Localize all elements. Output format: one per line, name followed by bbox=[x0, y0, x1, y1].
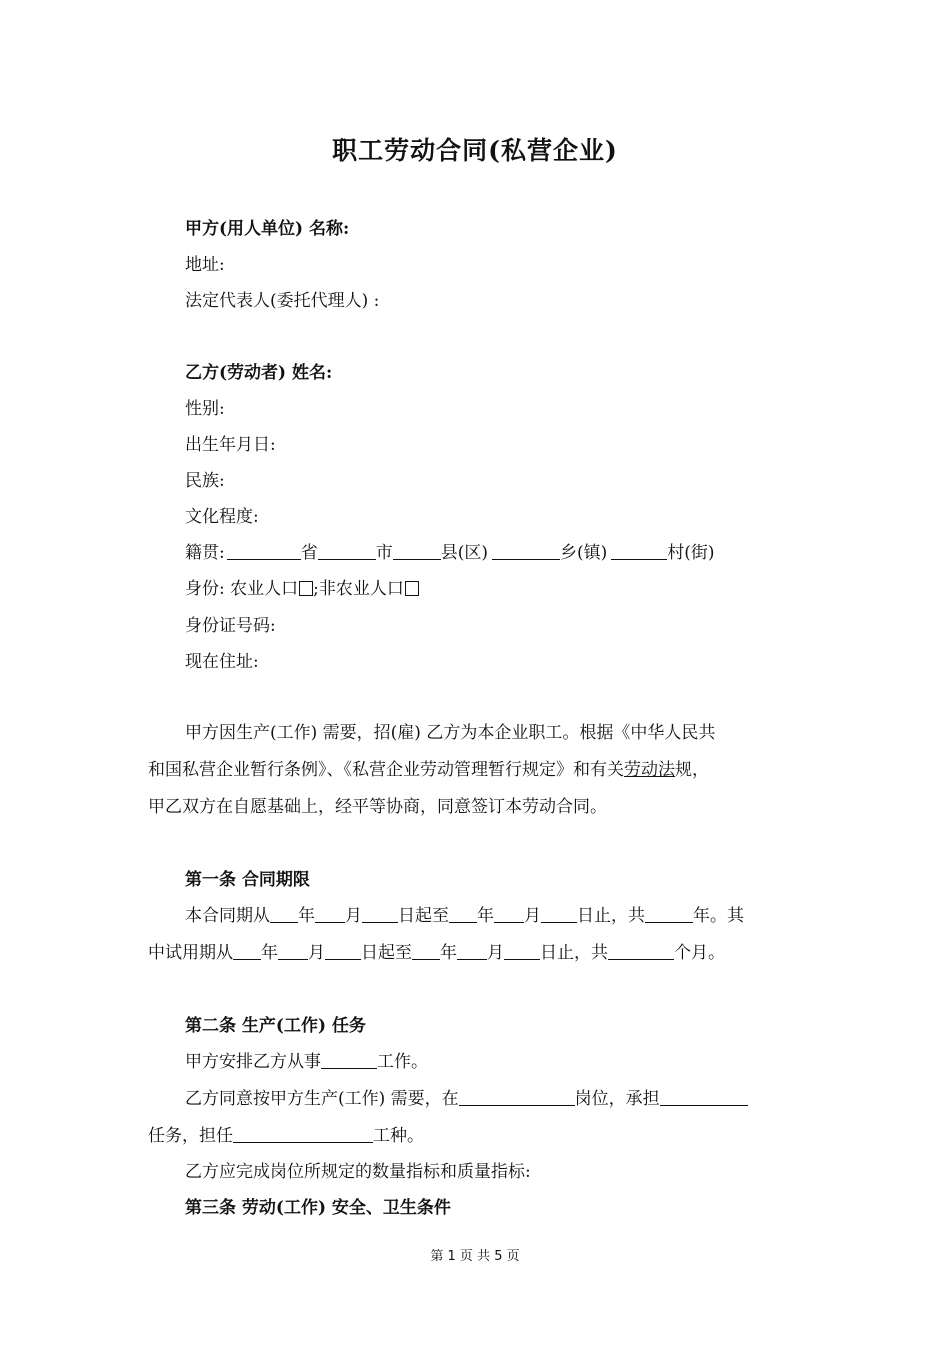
year-end-label: 年。其 bbox=[693, 906, 744, 926]
township-blank[interactable] bbox=[492, 543, 560, 560]
preamble-line-2 bbox=[148, 759, 808, 781]
year-label: 年 bbox=[477, 906, 494, 926]
month-label: 月 bbox=[524, 906, 541, 926]
article-1-line-1 bbox=[185, 905, 744, 927]
village-label: 村(街) bbox=[667, 543, 715, 563]
party-b-birth: 出生年月日: bbox=[185, 435, 276, 455]
party-b-current-address: 现在住址: bbox=[185, 652, 259, 672]
start-year-blank[interactable] bbox=[270, 906, 298, 923]
article-2-line-3 bbox=[148, 1125, 808, 1147]
month-label: 月 bbox=[487, 943, 504, 963]
preamble-line-1: 甲方因生产(工作) 需要，招(雇) 乙方为本企业职工。根据《中华人民共 bbox=[185, 723, 716, 743]
party-b-gender: 性别: bbox=[185, 399, 225, 419]
probation-start-year-blank[interactable] bbox=[233, 943, 261, 960]
probation-months-blank[interactable] bbox=[608, 943, 674, 960]
probation-end-year-blank[interactable] bbox=[412, 943, 440, 960]
article-2-line-2 bbox=[185, 1088, 748, 1110]
article-1-heading: 第一条 合同期限 bbox=[185, 870, 310, 890]
start-day-blank[interactable] bbox=[362, 906, 398, 923]
article-3-heading: 第三条 劳动(工作) 安全、卫生条件 bbox=[185, 1198, 451, 1218]
day-total-label: 日止，共 bbox=[540, 943, 608, 963]
day-to-label: 日起至 bbox=[398, 906, 449, 926]
identity-separator: ;非农业人口 bbox=[313, 579, 404, 599]
labor-law-link[interactable]: 劳动法 bbox=[624, 760, 675, 780]
township-label: 乡(镇) bbox=[560, 543, 608, 563]
party-b-id-number: 身份证号码: bbox=[185, 616, 276, 636]
day-to-label: 日起至 bbox=[361, 943, 412, 963]
end-day-blank[interactable] bbox=[541, 906, 577, 923]
month-label: 月 bbox=[345, 906, 362, 926]
month-label: 月 bbox=[308, 943, 325, 963]
village-blank[interactable] bbox=[611, 543, 667, 560]
article-2-line-1 bbox=[185, 1051, 428, 1073]
year-label: 年 bbox=[298, 906, 315, 926]
city-blank[interactable] bbox=[318, 543, 376, 560]
party-a-heading: 甲方(用人单位) 名称: bbox=[185, 219, 350, 239]
work-type-blank[interactable] bbox=[321, 1052, 377, 1069]
province-blank[interactable] bbox=[227, 543, 301, 560]
day-total-label: 日止，共 bbox=[577, 906, 645, 926]
end-year-blank[interactable] bbox=[449, 906, 477, 923]
party-a-address: 地址: bbox=[185, 255, 225, 275]
page-number: 第 1 页 共 5 页 bbox=[430, 1249, 520, 1264]
task-label: 任务，担任 bbox=[148, 1126, 233, 1146]
city-label: 市 bbox=[375, 543, 393, 563]
total-years-blank[interactable] bbox=[645, 906, 693, 923]
county-blank[interactable] bbox=[393, 543, 441, 560]
probation-start-month-blank[interactable] bbox=[278, 943, 308, 960]
undertake-blank[interactable] bbox=[660, 1089, 748, 1106]
article-1-line-2 bbox=[148, 942, 808, 964]
year-label: 年 bbox=[261, 943, 278, 963]
year-label: 年 bbox=[440, 943, 457, 963]
article-2-line-4: 乙方应完成岗位所规定的数量指标和质量指标: bbox=[185, 1162, 531, 1182]
probation-end-day-blank[interactable] bbox=[504, 943, 540, 960]
native-place-label: 籍贯: bbox=[185, 543, 225, 563]
agree-label: 乙方同意按甲方生产(工作) 需要，在 bbox=[185, 1089, 459, 1109]
start-month-blank[interactable] bbox=[315, 906, 345, 923]
preamble-line-2-end: 规， bbox=[675, 760, 709, 780]
article-2-heading: 第二条 生产(工作) 任务 bbox=[185, 1016, 366, 1036]
non-agricultural-checkbox[interactable] bbox=[405, 581, 419, 596]
job-type-blank[interactable] bbox=[233, 1126, 373, 1143]
party-b-education: 文化程度: bbox=[185, 507, 259, 527]
party-b-identity bbox=[185, 578, 419, 600]
assignment-label: 甲方安排乙方从事 bbox=[185, 1052, 321, 1072]
contract-from-label: 本合同期从 bbox=[185, 906, 270, 926]
party-a-representative: 法定代表人(委托代理人) : bbox=[185, 291, 380, 311]
probation-start-day-blank[interactable] bbox=[325, 943, 361, 960]
party-b-native-place bbox=[185, 542, 715, 564]
work-label: 工作。 bbox=[377, 1052, 428, 1072]
job-type-label: 工种。 bbox=[373, 1126, 424, 1146]
probation-end-month-blank[interactable] bbox=[457, 943, 487, 960]
county-label: 县(区) bbox=[440, 543, 488, 563]
preamble-line-3: 甲乙双方在自愿基础上，经平等协商，同意签订本劳动合同。 bbox=[148, 797, 607, 817]
preamble-line-2-start: 和国私营企业暂行条例》、《私营企业劳动管理暂行规定》和有关 bbox=[148, 760, 624, 780]
end-month-blank[interactable] bbox=[494, 906, 524, 923]
position-undertake-label: 岗位，承担 bbox=[574, 1089, 660, 1109]
identity-label: 身份: 农业人口 bbox=[185, 579, 299, 599]
agricultural-checkbox[interactable] bbox=[299, 581, 313, 596]
province-label: 省 bbox=[300, 543, 318, 563]
party-b-ethnicity: 民族: bbox=[185, 471, 225, 491]
months-label: 个月。 bbox=[674, 943, 725, 963]
party-b-heading: 乙方(劳动者) 姓名: bbox=[185, 363, 333, 383]
position-blank[interactable] bbox=[459, 1089, 575, 1106]
probation-from-label: 中试用期从 bbox=[148, 943, 233, 963]
document-title: 职工劳动合同(私营企业) bbox=[332, 136, 618, 165]
